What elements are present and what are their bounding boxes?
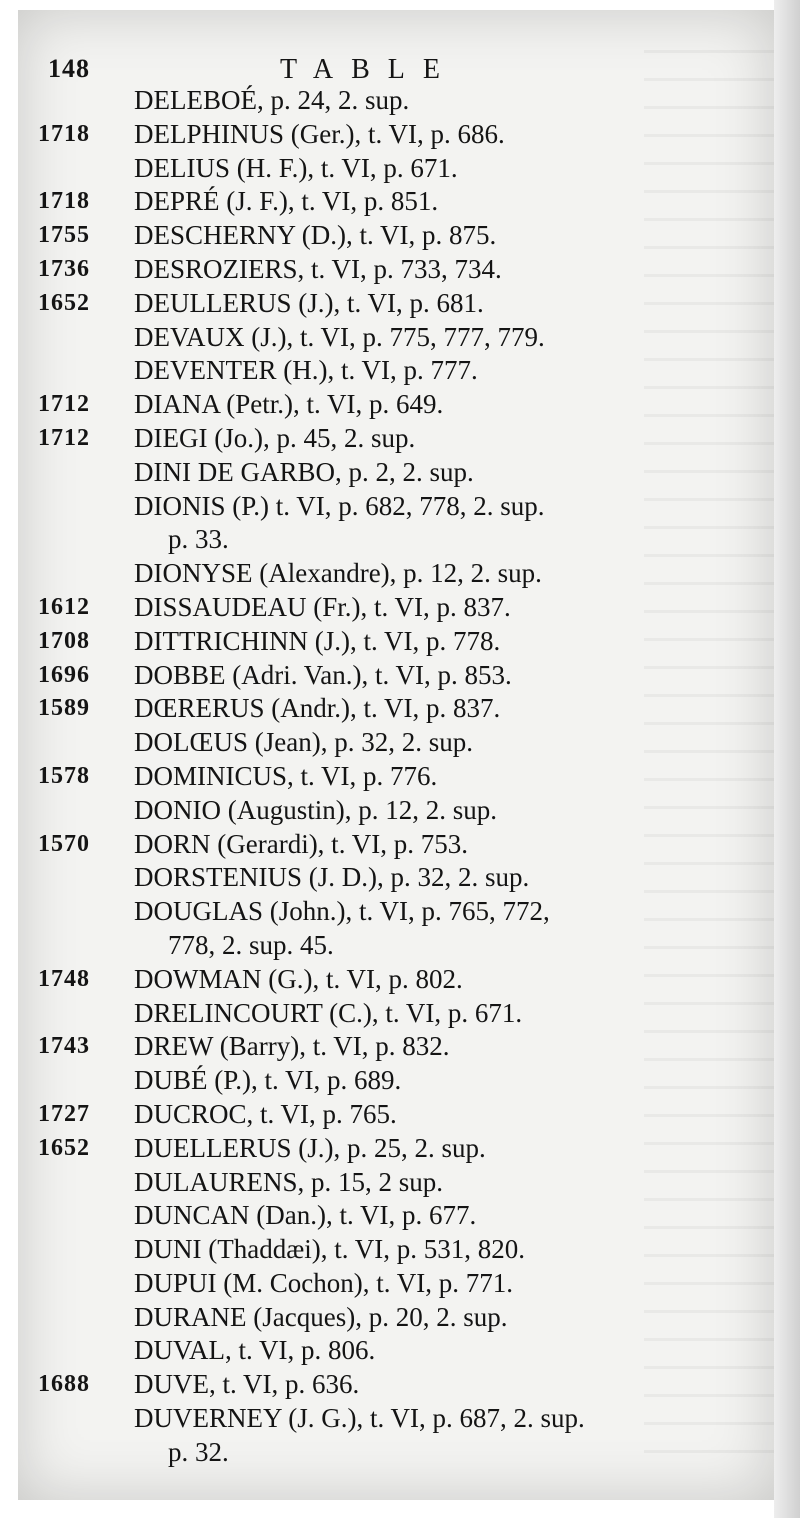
entry-year: 1612 (38, 593, 90, 620)
index-entry (38, 1403, 758, 1437)
entry-year: 1736 (38, 255, 90, 282)
entry-year: 1718 (38, 188, 90, 215)
entry-text: 778, 2. sup. 45. (168, 929, 334, 960)
index-entry (38, 761, 758, 795)
entry-text: DUBÉ (P.), t. VI, p. 689. (134, 1065, 402, 1096)
entry-year: 1743 (38, 1033, 90, 1060)
index-entry (38, 423, 758, 457)
index-entry (38, 119, 758, 153)
index-entry (38, 288, 758, 322)
entry-text: DEPRÉ (J. F.), t. VI, p. 851. (134, 186, 439, 217)
entry-text: DELEBOÉ, p. 24, 2. sup. (134, 85, 410, 115)
entry-text: p. 32. (168, 1436, 229, 1467)
entry-text: DELIUS (H. F.), t. VI, p. 671. (134, 152, 458, 183)
index-entry (38, 1335, 758, 1369)
index-entry (38, 795, 758, 829)
index-entry (38, 220, 758, 254)
entry-text: DUVE, t. VI, p. 636. (134, 1369, 360, 1400)
entry-text: DINI DE GARBO, p. 2, 2. sup. (134, 456, 474, 487)
entry-text: DURANE (Jacques), p. 20, 2. sup. (134, 1301, 508, 1332)
page-number: 148 (48, 54, 90, 83)
index-entry (38, 1167, 758, 1201)
entry-year: 1718 (38, 120, 90, 147)
index-entry (38, 389, 758, 423)
entry-text: DOUGLAS (John.), t. VI, p. 765, 772, (134, 896, 550, 927)
entry-text: DIEGI (Jo.), p. 45, 2. sup. (134, 422, 416, 453)
entry-year: 1578 (38, 762, 90, 789)
index-entry (38, 322, 758, 356)
entry-text: DRELINCOURT (C.), t. VI, p. 671. (134, 997, 523, 1028)
entry-text: DUCROC, t. VI, p. 765. (134, 1098, 397, 1129)
index-entry (38, 558, 758, 592)
index-entry (38, 1133, 758, 1167)
entry-text: DUVAL, t. VI, p. 806. (134, 1335, 376, 1366)
entry-text: DITTRICHINN (J.), t. VI, p. 778. (134, 625, 501, 656)
index-entry (38, 1268, 758, 1302)
index-entry (38, 254, 758, 288)
index-entry (38, 829, 758, 863)
index-entry (38, 964, 758, 998)
entry-text: DOWMAN (G.), t. VI, p. 802. (134, 963, 463, 994)
entry-year: 1727 (38, 1100, 90, 1127)
index-entries (38, 85, 758, 1471)
entry-text: DOBBE (Adri. Van.), t. VI, p. 853. (134, 659, 512, 690)
entry-year: 1712 (38, 424, 90, 451)
entry-text: DOLŒUS (Jean), p. 32, 2. sup. (134, 727, 473, 758)
index-entry (38, 1437, 758, 1471)
index-entry (38, 727, 758, 761)
entry-year: 1712 (38, 391, 90, 418)
entry-year: 1652 (38, 1134, 90, 1161)
index-entry (38, 355, 758, 389)
running-title: TABLE (280, 54, 458, 85)
index-entry (38, 998, 758, 1032)
entry-text: DEVAUX (J.), t. VI, p. 775, 777, 779. (134, 321, 545, 352)
index-entry (38, 153, 758, 187)
entry-text: DULAURENS, p. 15, 2 sup. (134, 1166, 444, 1197)
entry-text: DREW (Barry), t. VI, p. 832. (134, 1031, 450, 1062)
entry-text: p. 33. (168, 524, 229, 555)
index-entry (38, 1302, 758, 1336)
entry-year: 1688 (38, 1371, 90, 1398)
index-entry (38, 186, 758, 220)
entry-text: DORN (Gerardi), t. VI, p. 753. (134, 828, 468, 859)
entry-text: DEVENTER (H.), t. VI, p. 777. (134, 355, 478, 386)
entry-year: 1708 (38, 627, 90, 654)
entry-text: DUNCAN (Dan.), t. VI, p. 677. (134, 1200, 477, 1231)
entry-year: 1755 (38, 222, 90, 249)
index-entry (38, 524, 758, 558)
index-entry (38, 660, 758, 694)
index-entry (38, 592, 758, 626)
entry-year: 1696 (38, 661, 90, 688)
entry-text: DUPUI (M. Cochon), t. VI, p. 771. (134, 1267, 513, 1298)
entry-text: DUVERNEY (J. G.), t. VI, p. 687, 2. sup. (134, 1403, 585, 1434)
page-edge (774, 0, 800, 1518)
entry-text: DIANA (Petr.), t. VI, p. 649. (134, 389, 444, 420)
entry-text: DIONYSE (Alexandre), p. 12, 2. sup. (134, 558, 542, 589)
index-entry (38, 457, 758, 491)
entry-text: DESCHERNY (D.), t. VI, p. 875. (134, 220, 497, 251)
index-entry (38, 1200, 758, 1234)
entry-text: DELPHINUS (Ger.), t. VI, p. 686. (134, 118, 505, 149)
entry-text: DISSAUDEAU (Fr.), t. VI, p. 837. (134, 591, 511, 622)
index-entry (38, 896, 758, 930)
entry-year: 1589 (38, 695, 90, 722)
index-entry (38, 491, 758, 525)
index-entry (38, 1031, 758, 1065)
index-entry (38, 1369, 758, 1403)
entry-text: DONIO (Augustin), p. 12, 2. sup. (134, 794, 497, 825)
entry-year: 1652 (38, 289, 90, 316)
index-entry (38, 1065, 758, 1099)
entry-text: DIONIS (P.) t. VI, p. 682, 778, 2. sup. (134, 490, 545, 521)
entry-text: DUNI (Thaddæi), t. VI, p. 531, 820. (134, 1234, 525, 1265)
index-entry (38, 85, 758, 119)
entry-year: 1748 (38, 965, 90, 992)
entry-text: DOMINICUS, t. VI, p. 776. (134, 760, 438, 791)
entry-text: DESROZIERS, t. VI, p. 733, 734. (134, 253, 502, 284)
entry-text: DEULLERUS (J.), t. VI, p. 681. (134, 287, 484, 318)
index-entry (38, 930, 758, 964)
entry-text: DŒRERUS (Andr.), t. VI, p. 837. (134, 693, 501, 724)
index-entry (38, 626, 758, 660)
index-entry (38, 862, 758, 896)
entry-text: DORSTENIUS (J. D.), p. 32, 2. sup. (134, 862, 530, 893)
entry-year: 1570 (38, 830, 90, 857)
entry-text: DUELLERUS (J.), p. 25, 2. sup. (134, 1132, 486, 1163)
index-entry (38, 693, 758, 727)
index-entry (38, 1234, 758, 1268)
index-entry (38, 1099, 758, 1133)
